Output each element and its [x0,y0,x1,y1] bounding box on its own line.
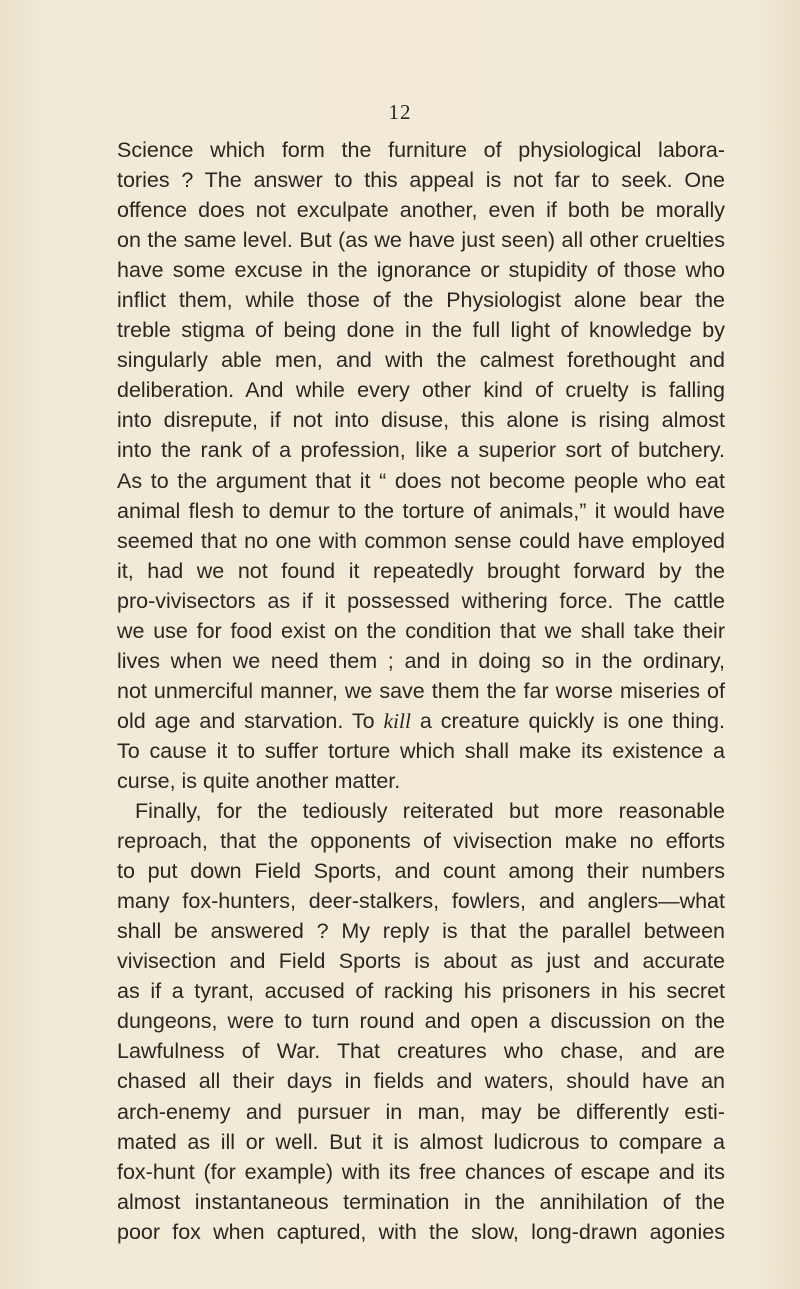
text-line: to put down Field Sports, and count among their numbers [117,859,725,884]
text-line: deliberation. And while every other kind of cruelty is falling [117,378,725,403]
text-line: Finally, for the tediously reiterated but more reasonable [135,799,725,824]
text-line: arch-enemy and pursuer in man, may be differently esti- [117,1099,725,1124]
text-line: almost instantaneous termination in the annihilation of the [117,1189,725,1214]
text-line: dungeons, were to turn round and open a discussion on the [117,1009,725,1034]
body-text [117,135,725,1247]
text-line: pro-vivisectors as if it possessed withering force. The cattle [117,588,725,613]
page-number: 12 [388,100,412,124]
text-line: treble stigma of being done in the full light of knowledge by [117,318,725,343]
text-line: lives when we need them ; and in doing so in the ordinary, [117,648,725,673]
text-line: chased all their days in fields and waters, should have an [117,1069,725,1094]
text-line: into disrepute, if not into disuse, this alone is rising almost [117,408,725,433]
text-line: on the same level. But (as we have just seen) all other cruelties [117,228,725,253]
text-segment: old age and starvation. To [117,708,375,733]
emphasized-word: kill [383,708,411,733]
text-line: mated as ill or well. But it is almost ludicrous to compare a [117,1129,725,1154]
text-line: into the rank of a profession, like a superior sort of butchery. [117,438,725,463]
text-line: as if a tyrant, accused of racking his prisoners in his secret [117,979,725,1004]
text-segment: a creature quickly is one thing. [419,708,725,733]
text-line: Science which form the furniture of physiological labora- [117,138,725,162]
text-line: inflict them, while those of the Physiologist alone bear the [117,288,725,313]
text-line: shall be answered ? My reply is that the parallel between [117,919,725,944]
text-line: vivisection and Field Sports is about as just and accurate [117,949,725,974]
text-line: reproach, that the opponents of vivisection make no efforts [117,829,725,854]
text-line: seemed that no one with common sense could have employed [117,528,725,553]
text-line: have some excuse in the ignorance or stupidity of those who [117,258,725,283]
text-line: animal flesh to demur to the torture of animals,” it would have [117,498,725,523]
text-line: curse, is quite another matter. [117,768,401,793]
text-line: poor fox when captured, with the slow, long-drawn agonies [117,1219,725,1244]
text-line: we use for food exist on the condition that we shall take their [117,618,725,643]
text-line: fox-hunt (for example) with its free chances of escape and its [117,1159,725,1184]
text-line: As to the argument that it “ does not become people who eat [117,468,725,493]
text-line: singularly able men, and with the calmest forethought and [117,348,725,373]
text-line: it, had we not found it repeatedly brought forward by the [117,558,725,583]
text-line: Lawfulness of War. That creatures who chase, and are [117,1039,725,1064]
text-line: tories ? The answer to this appeal is not far to seek. One [117,168,725,193]
text-line: not unmerciful manner, we save them the far worse miseries of [117,678,725,703]
text-line: offence does not exculpate another, even if both be morally [117,198,725,223]
text-line-with-emphasis [117,706,725,736]
text-line: many fox-hunters, deer-stalkers, fowlers, and anglers—what [117,889,725,914]
text-line: To cause it to suffer torture which shall make its existence a [117,738,725,763]
